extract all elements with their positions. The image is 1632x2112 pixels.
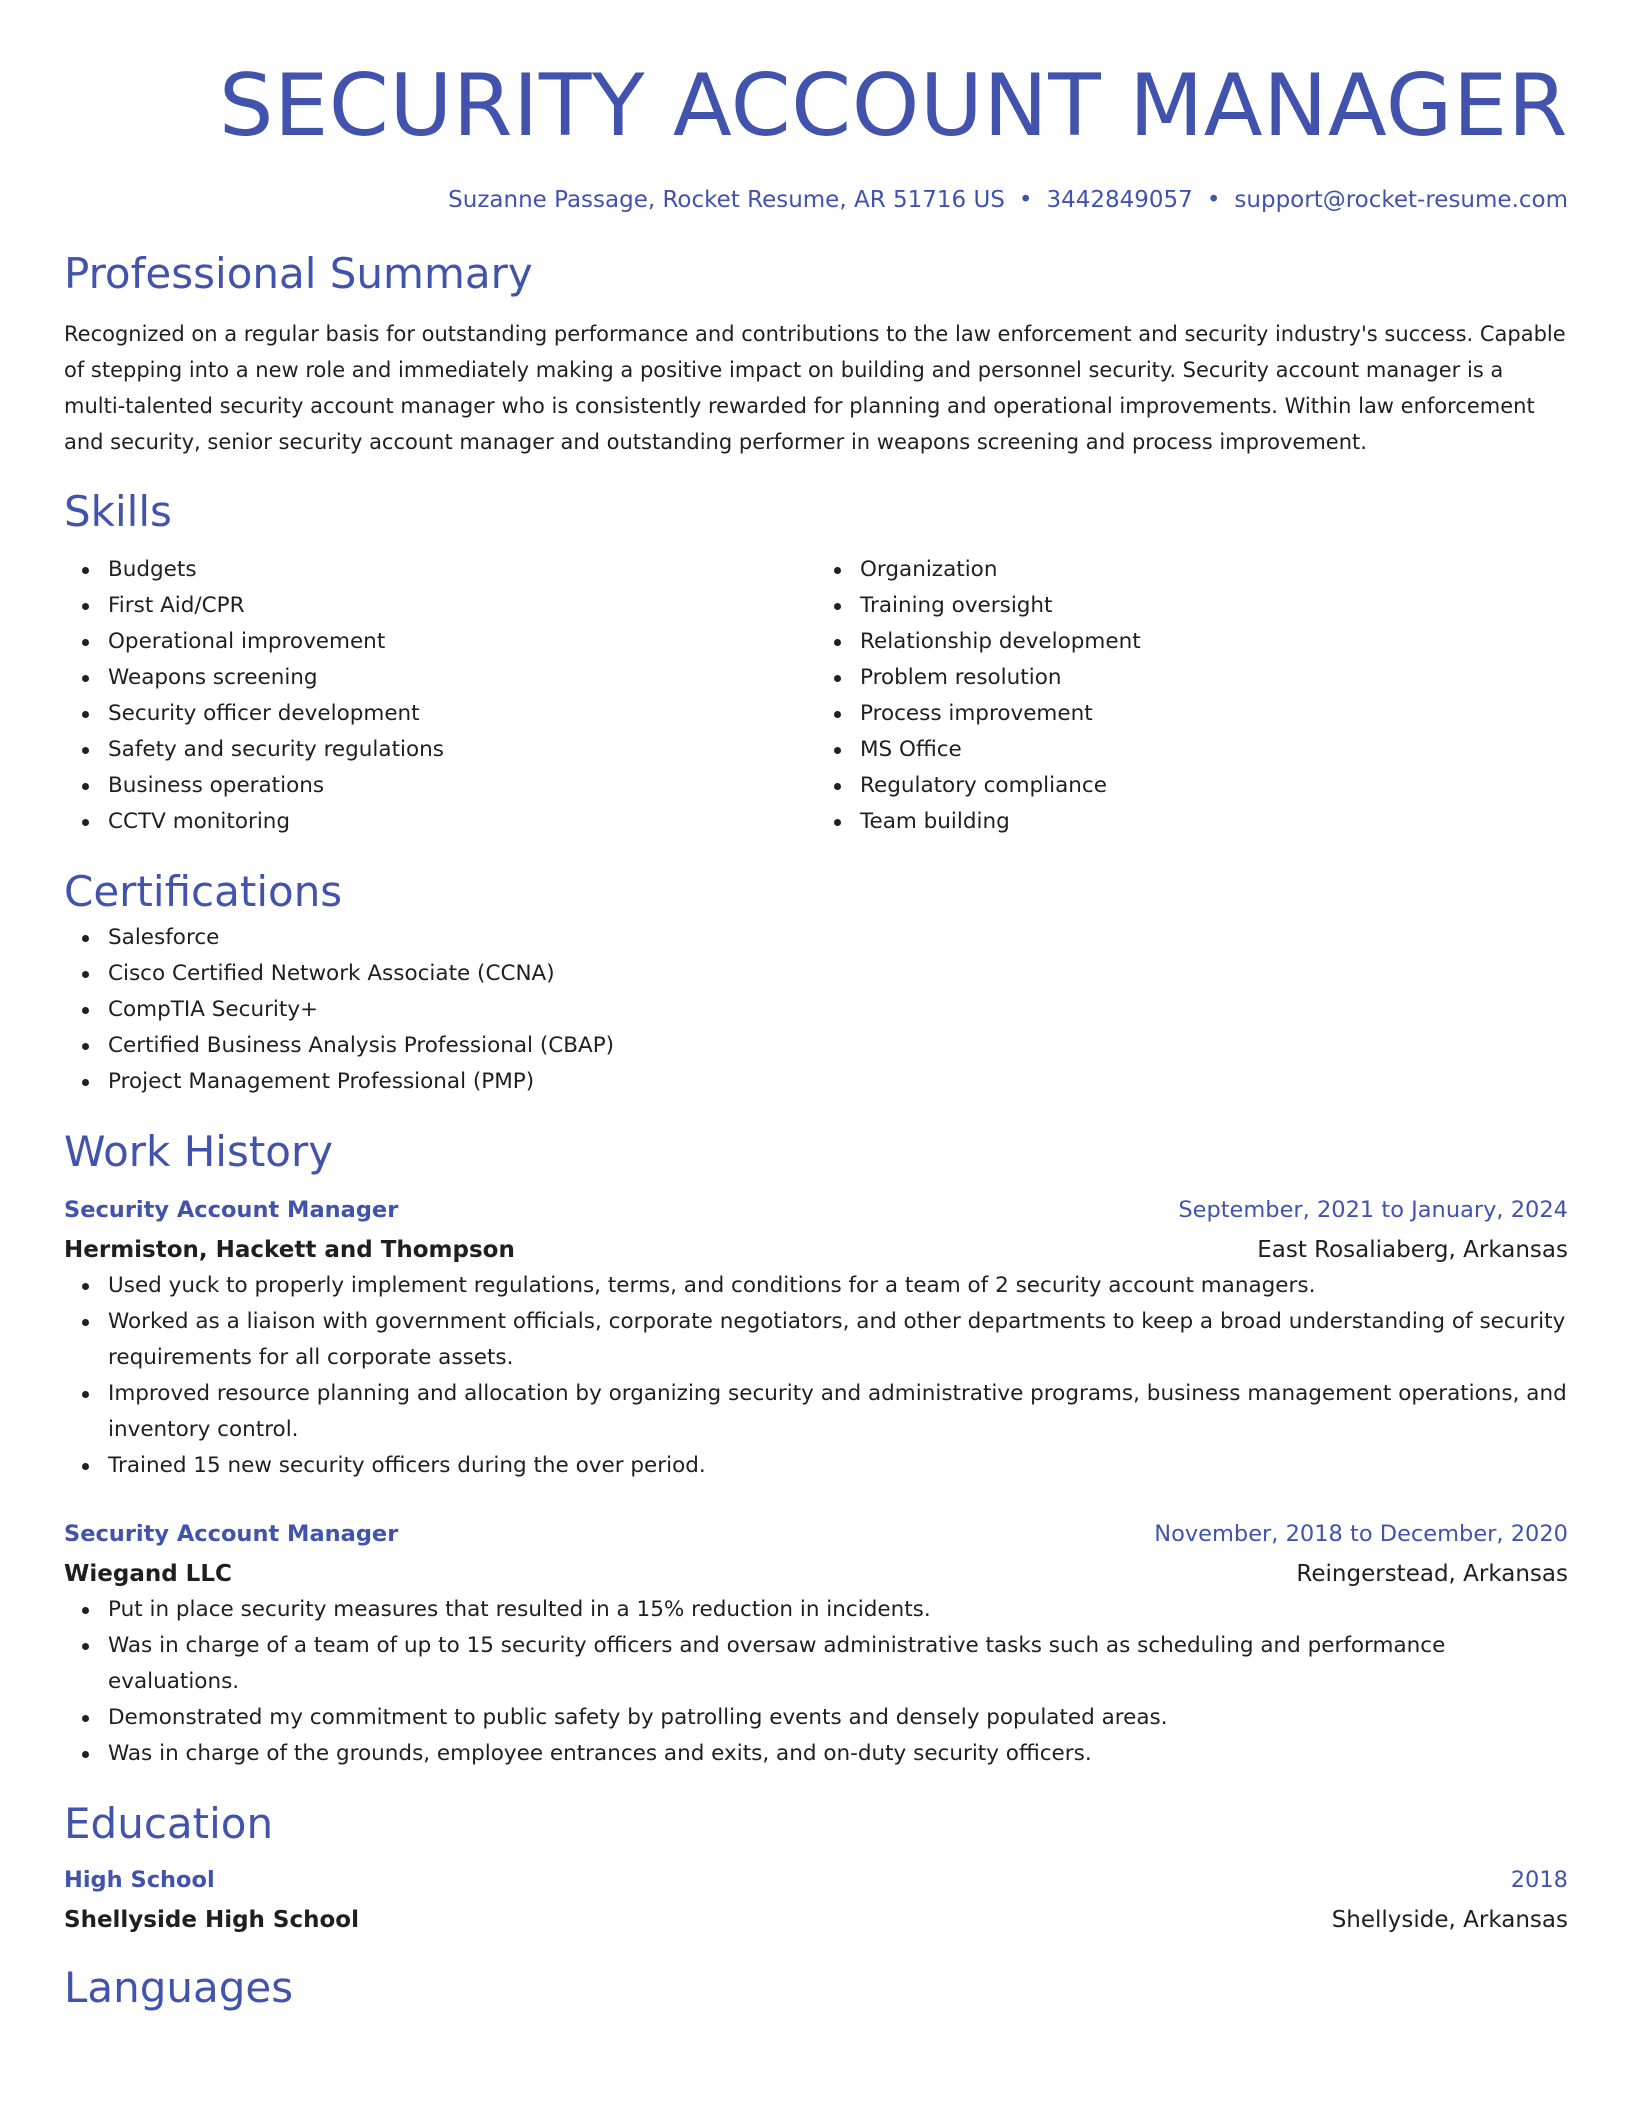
- skill-item: CCTV monitoring: [108, 804, 816, 840]
- job-duty: Improved resource planning and allocation by organizing security and administrative programs, business management operations, and inventory control.: [108, 1376, 1568, 1448]
- job-company: Wiegand LLC: [64, 1561, 232, 1587]
- job-duties: [64, 1592, 1568, 1772]
- contact-email[interactable]: support@rocket-resume.com: [1234, 187, 1568, 213]
- job-duties: [64, 1268, 1568, 1484]
- skills-heading: Skills: [64, 487, 172, 536]
- education-header: [64, 1862, 1568, 1898]
- certification-item: Certified Business Analysis Professional (CBAP): [108, 1028, 1568, 1064]
- skill-item: Problem resolution: [860, 660, 1568, 696]
- skill-item: Process improvement: [860, 696, 1568, 732]
- job-duty: Was in charge of the grounds, employee entrances and exits, and on-duty security officers.: [108, 1736, 1568, 1772]
- job-dates: September, 2021 to January, 2024: [1178, 1197, 1568, 1223]
- job-header: [64, 1192, 1568, 1228]
- skill-item: Business operations: [108, 768, 816, 804]
- job-duty: Trained 15 new security officers during the over period.: [108, 1448, 1568, 1484]
- job-subheader: [64, 1556, 1568, 1592]
- education-entry: [64, 1862, 1568, 1938]
- education-year: 2018: [1510, 1867, 1568, 1893]
- job-duty: Worked as a liaison with government officials, corporate negotiators, and other departments to keep a broad understanding of security requirements for all corporate assets.: [108, 1304, 1568, 1376]
- certification-item: Cisco Certified Network Associate (CCNA): [108, 956, 1568, 992]
- work-history-list: [64, 1192, 1568, 1772]
- skill-item: Budgets: [108, 552, 816, 588]
- certification-item: Salesforce: [108, 920, 1568, 956]
- job-company: Hermiston, Hackett and Thompson: [64, 1237, 515, 1263]
- education-school: Shellyside High School: [64, 1907, 359, 1933]
- job-entry: [64, 1192, 1568, 1484]
- contact-separator: •: [1018, 187, 1033, 213]
- contact-line: [64, 184, 1568, 216]
- education-location: Shellyside, Arkansas: [1331, 1907, 1568, 1933]
- contact-separator: •: [1206, 187, 1221, 213]
- skills-column-right: [816, 552, 1568, 840]
- skill-item: Relationship development: [860, 624, 1568, 660]
- job-location: East Rosaliaberg, Arkansas: [1257, 1237, 1568, 1263]
- skill-item: Security officer development: [108, 696, 816, 732]
- job-header: [64, 1516, 1568, 1552]
- summary-text: Recognized on a regular basis for outstanding performance and contributions to the law enforcement and security industry's success. Capable of stepping into a new role and immediately making a positive impact on building and personnel security. Security account manager is a multi-talented security account manager who is consistently rewarded for planning and operational improvements. Within law enforcement and security, senior security account manager and outstanding performer in weapons screening and process improvement.: [64, 322, 1566, 454]
- certification-item: CompTIA Security+: [108, 992, 1568, 1028]
- skill-item: Operational improvement: [108, 624, 816, 660]
- job-duty: Put in place security measures that resulted in a 15% reduction in incidents.: [108, 1592, 1568, 1628]
- job-title: Security Account Manager: [64, 1197, 399, 1223]
- education-degree: High School: [64, 1867, 215, 1893]
- skill-item: Safety and security regulations: [108, 732, 816, 768]
- job-dates: November, 2018 to December, 2020: [1154, 1521, 1568, 1547]
- skill-item: Regulatory compliance: [860, 768, 1568, 804]
- contact-phone[interactable]: 3442849057: [1046, 187, 1193, 213]
- job-duty: Was in charge of a team of up to 15 security officers and oversaw administrative tasks such as scheduling and performance evaluations.: [108, 1628, 1568, 1700]
- certification-item: Project Management Professional (PMP): [108, 1064, 1568, 1100]
- skill-item: Team building: [860, 804, 1568, 840]
- job-entry: [64, 1516, 1568, 1772]
- skill-item: MS Office: [860, 732, 1568, 768]
- job-location: Reingerstead, Arkansas: [1296, 1561, 1568, 1587]
- skill-item: First Aid/CPR: [108, 588, 816, 624]
- job-title: Security Account Manager: [64, 1521, 399, 1547]
- skill-item: Organization: [860, 552, 1568, 588]
- education-subheader: [64, 1902, 1568, 1938]
- skills-list: [64, 552, 1568, 840]
- job-duty: Demonstrated my commitment to public safety by patrolling events and densely populated areas.: [108, 1700, 1568, 1736]
- job-subheader: [64, 1232, 1568, 1268]
- job-duty: Used yuck to properly implement regulations, terms, and conditions for a team of 2 security account managers.: [108, 1268, 1568, 1304]
- certifications-heading: Certifications: [64, 867, 343, 916]
- skills-column-left: [64, 552, 816, 840]
- languages-heading: Languages: [64, 1963, 294, 2012]
- certifications-list: [64, 920, 1568, 1100]
- work-history-heading: Work History: [64, 1127, 334, 1176]
- skill-item: Weapons screening: [108, 660, 816, 696]
- resume-name: SECURITY ACCOUNT MANAGER: [218, 56, 1568, 156]
- summary-heading: Professional Summary: [64, 249, 533, 298]
- contact-address: Suzanne Passage, Rocket Resume, AR 51716 US: [448, 187, 1005, 213]
- skill-item: Training oversight: [860, 588, 1568, 624]
- education-heading: Education: [64, 1799, 274, 1848]
